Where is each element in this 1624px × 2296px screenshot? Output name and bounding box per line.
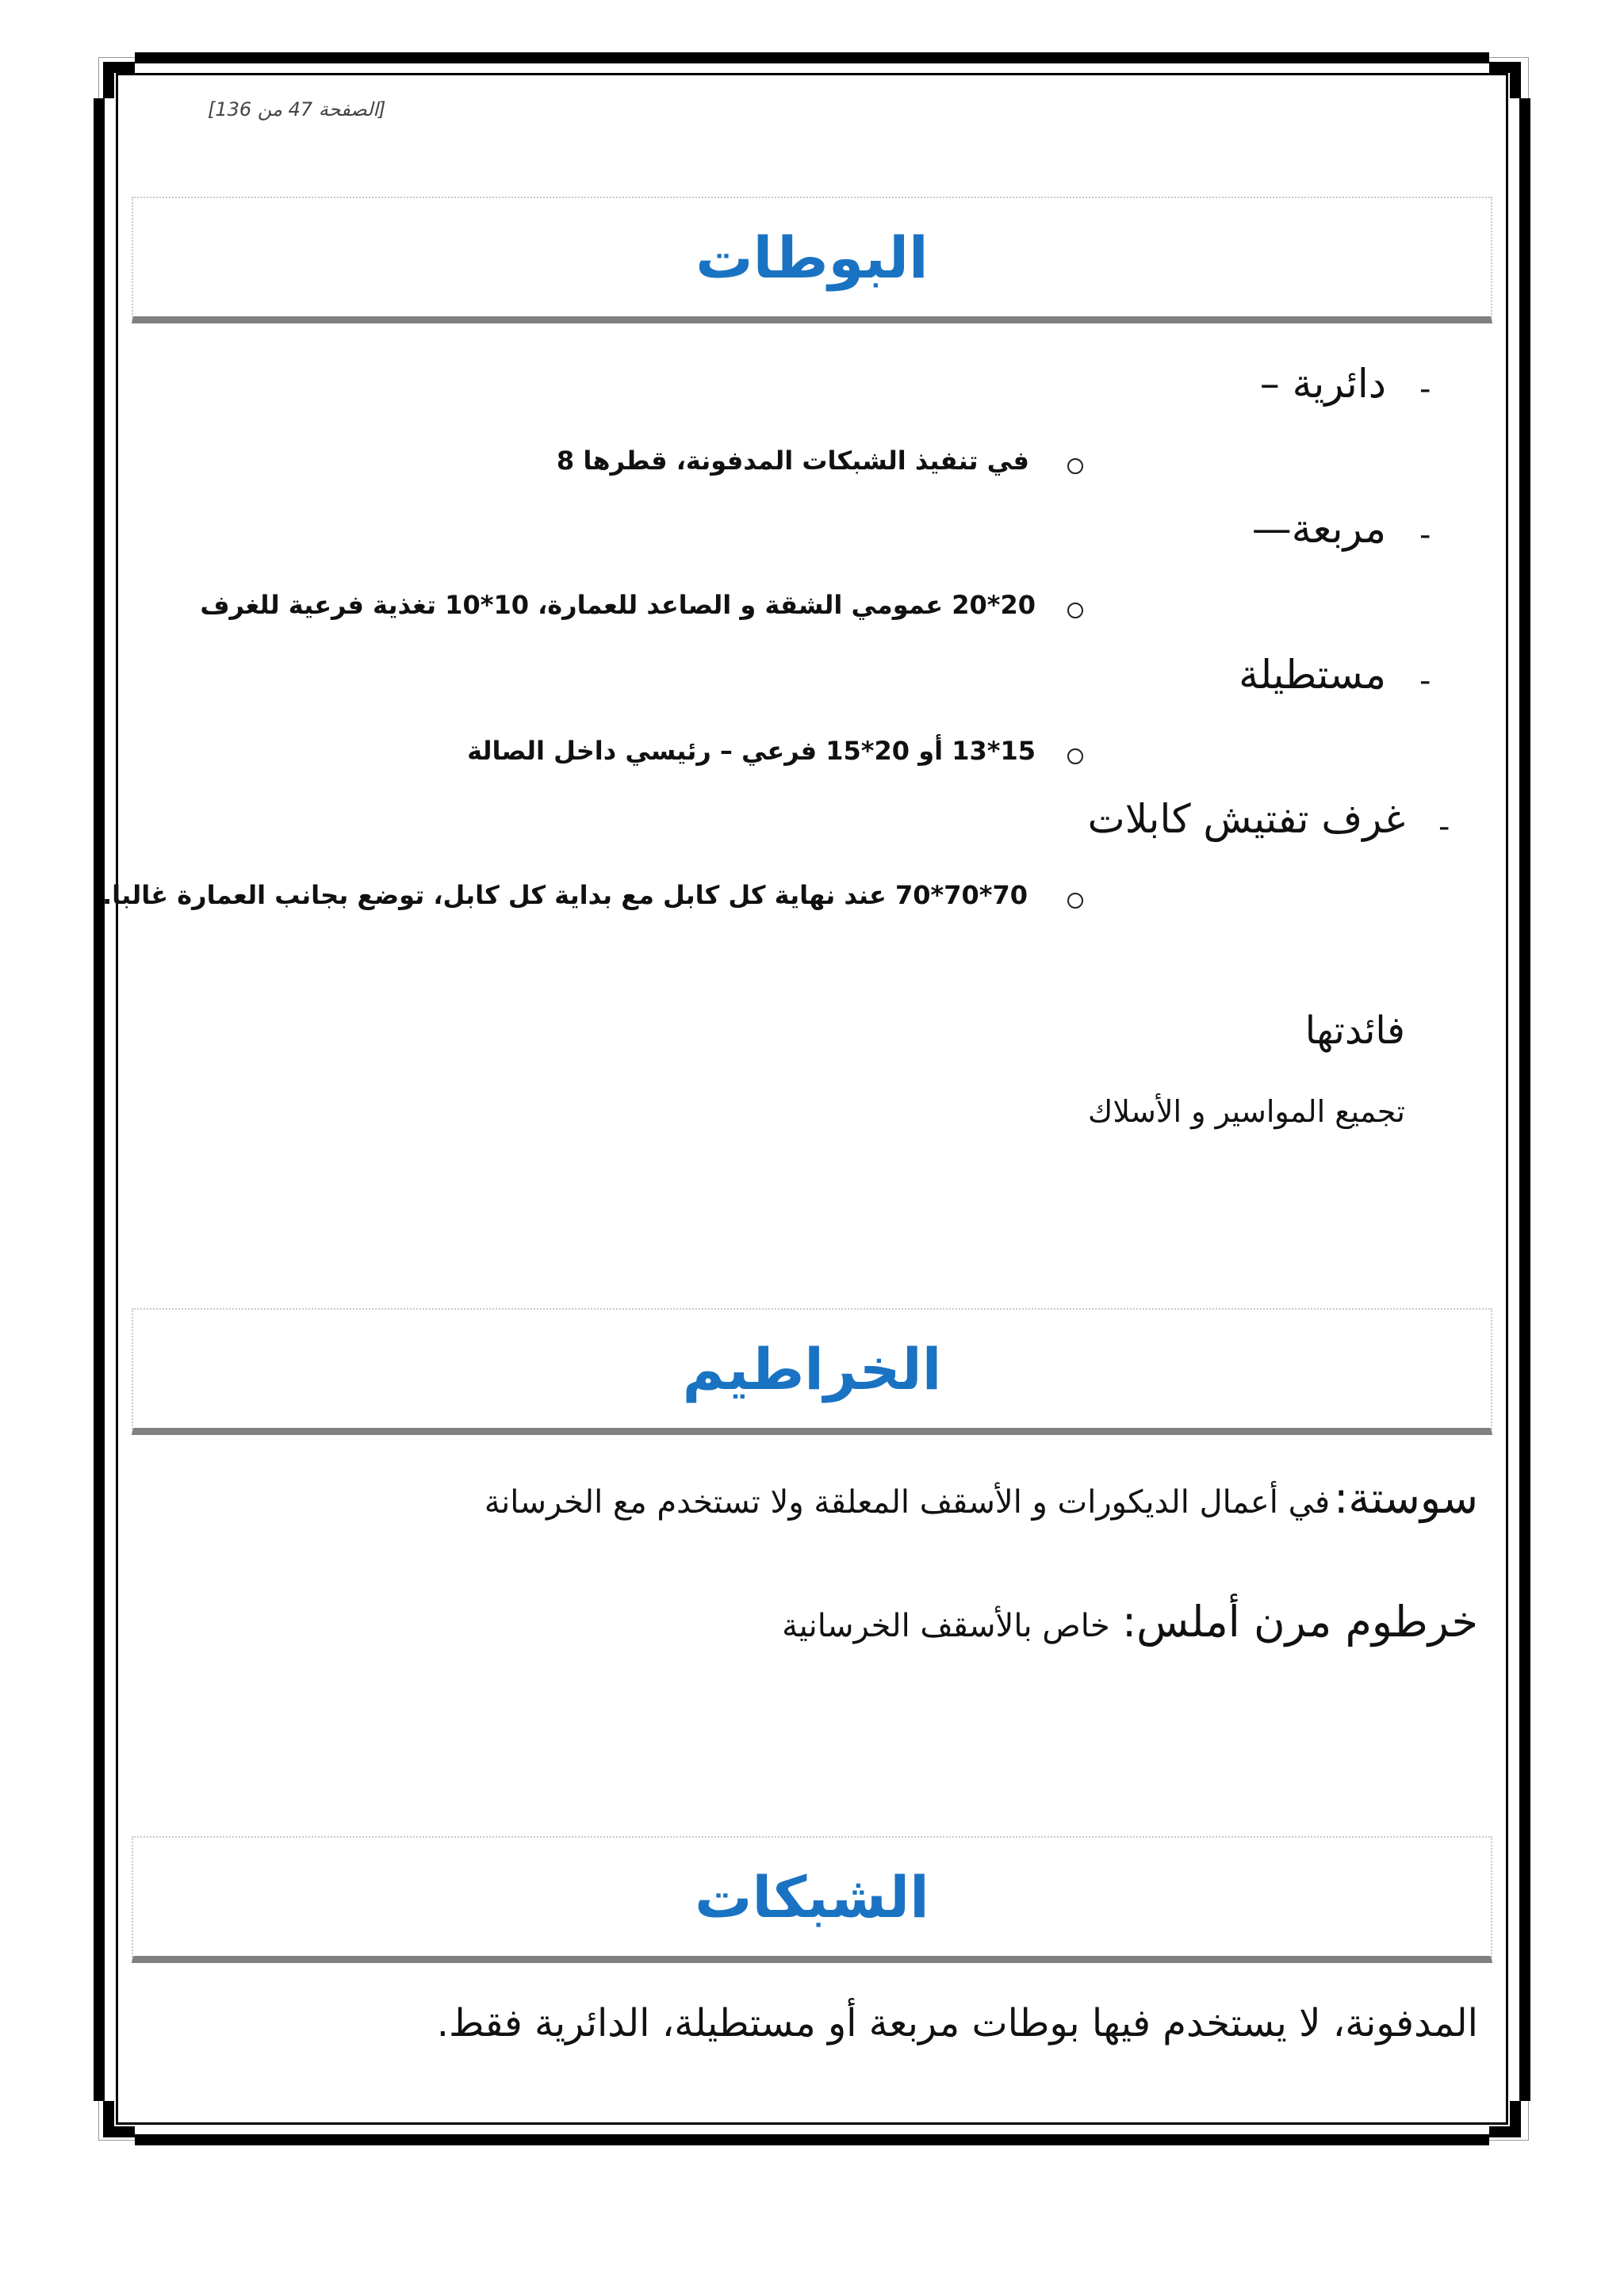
dash-bullet: - (1419, 517, 1431, 553)
dash-bullet: - (1419, 663, 1431, 699)
list-item-detail: 20*20 عمومي الشقة و الصاعد للعمارة، 10*10 تغذية فرعية للغرف (200, 590, 1036, 620)
page-number-label: [الصفحة 47 من 136] (208, 98, 386, 121)
list-item-detail: 70*70*70 عند نهاية كل كابل مع بداية كل كابل، توضع بجانب العمارة غالبا. (102, 880, 1028, 910)
list-item-label: دائرية – (1259, 361, 1386, 407)
section-title: البوطات (695, 224, 929, 291)
section-heading-boxes (132, 197, 1492, 323)
section-title: الخراطيم (682, 1335, 942, 1402)
list-item-detail: 15*13 أو 20*15 فرعي – رئيسي داخل الصالة (467, 736, 1036, 766)
hose-type-text: خاص بالأسقف الخرسانية (782, 1608, 1110, 1644)
frame-border-right (1519, 98, 1530, 2101)
list-item-label: مربعة— (1251, 506, 1386, 552)
circle-bullet (1067, 748, 1083, 764)
benefit-heading: فائدتها (1304, 1008, 1405, 1053)
hose-line-smooth (782, 1597, 1478, 1647)
list-item-label: مستطيلة (1239, 652, 1386, 698)
circle-bullet (1067, 603, 1083, 618)
dash-bullet: - (1438, 809, 1450, 845)
list-item-label: غرف تفتيش كابلات (1087, 796, 1405, 842)
section-heading-networks (132, 1836, 1492, 1963)
circle-bullet (1067, 458, 1083, 474)
hose-type-text: في أعمال الديكورات و الأسقف المعلقة ولا تستخدم مع الخرسانة (484, 1484, 1331, 1521)
frame-border-bottom (135, 2134, 1489, 2145)
hose-type-label: خرطوم مرن أملس: (1121, 1597, 1478, 1647)
hose-type-label: سوستة: (1334, 1473, 1478, 1523)
section-heading-hoses (132, 1308, 1492, 1435)
benefit-text: تجميع المواسير و الأسلاك (1088, 1094, 1405, 1129)
circle-bullet (1067, 893, 1083, 909)
section-title: الشبكات (695, 1863, 929, 1931)
hose-line-coil (485, 1473, 1478, 1523)
frame-border-top (135, 52, 1489, 63)
list-item-detail: في تنفيذ الشبكات المدفونة، قطرها 8 (556, 446, 1029, 476)
dash-bullet: - (1419, 371, 1431, 408)
frame-border-left (94, 98, 105, 2101)
networks-text: المدفونة، لا يستخدم فيها بوطات مربعة أو مستطيلة، الدائرية فقط. (436, 2001, 1478, 2045)
